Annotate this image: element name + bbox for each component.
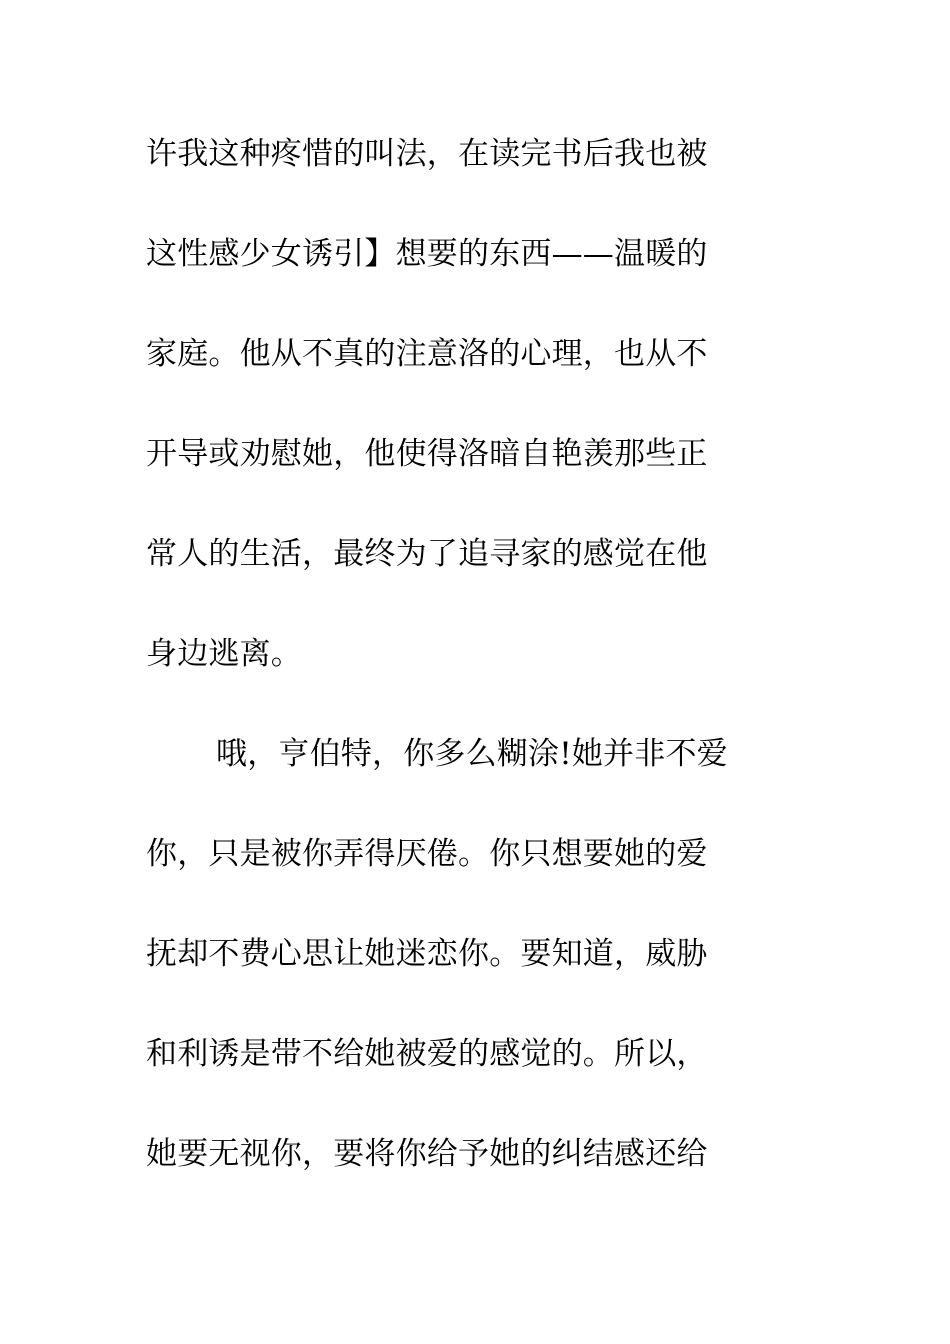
text-line: 抚却不费心思让她迷恋你。要知道，威胁 [146, 936, 708, 972]
text-line: 家庭。他从不真的注意洛的心理，也从不 [146, 336, 708, 372]
text-line: 你，只是被你弄得厌倦。你只想要她的爱 [146, 836, 708, 872]
text-line: 身边逃离。 [146, 636, 302, 672]
text-line: 这性感少女诱引】想要的东西——温暖的 [146, 236, 708, 272]
body-text [146, 126, 806, 1226]
text-line: 和利诱是带不给她被爱的感觉的。所以， [146, 1036, 708, 1072]
text-line: 她要无视你，要将你给予她的纠结感还给 [146, 1136, 708, 1172]
paragraph-start-line: 哦，亨伯特，你多么糊涂!她并非不爱 [216, 736, 728, 772]
text-line: 常人的生活，最终为了追寻家的感觉在他 [146, 536, 708, 572]
text-line: 许我这种疼惜的叫法，在读完书后我也被 [146, 136, 708, 172]
text-line: 开导或劝慰她，他使得洛暗自艳羡那些正 [146, 436, 708, 472]
